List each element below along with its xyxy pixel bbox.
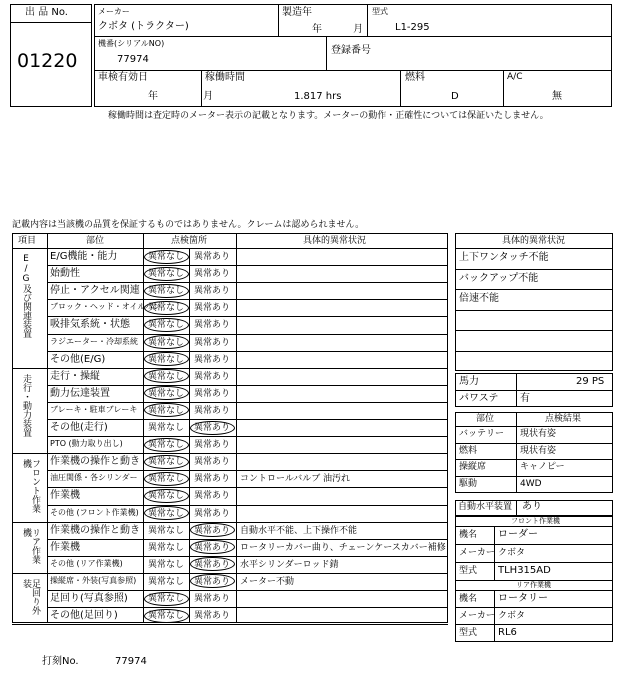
spec-row-value: 4WD xyxy=(520,479,542,490)
abnormal-option: 異常あり xyxy=(194,320,231,331)
abnormal-mark xyxy=(190,421,235,435)
row-divider xyxy=(47,351,448,352)
row-divider xyxy=(47,265,448,266)
part-label: ブレーキ・駐車ブレーキ xyxy=(50,404,138,414)
abnormal-option: 異常あり xyxy=(194,525,231,536)
disclaimer-text: 記載内容は当該機の品質を保証するものではありません。クレームは認められません。 xyxy=(12,220,365,230)
abnormal-row-divider xyxy=(455,351,613,352)
abnormal-row-divider xyxy=(455,310,613,311)
rear-implement-title: リア作業機 xyxy=(516,581,551,589)
spec-row-label: バッテリー xyxy=(459,429,505,439)
row-divider xyxy=(47,385,448,386)
row-divider xyxy=(47,607,448,608)
ac-label: A/C xyxy=(507,72,523,82)
normal-mark xyxy=(144,592,189,606)
fuel-label: 燃料 xyxy=(405,72,425,83)
spec-row-value: 現状有姿 xyxy=(520,429,557,439)
row-divider xyxy=(47,505,448,506)
abnormal-option: 異常あり xyxy=(194,491,231,502)
group-label: 走行・動力装置 xyxy=(21,373,31,437)
part-label: 動力伝達装置 xyxy=(50,387,110,399)
group-label: E/G及び関連装置 xyxy=(21,254,31,338)
model-value: L1-295 xyxy=(395,22,430,33)
abnormal-option: 異常あり xyxy=(194,594,231,604)
part-label: その他 (リア作業機) xyxy=(50,558,123,568)
group-label: リア作業機 xyxy=(21,527,40,564)
detail-text: 水平シリンダーロッド錆 xyxy=(240,559,339,570)
normal-mark xyxy=(144,335,189,349)
normal-option: 異常なし xyxy=(148,252,185,262)
abnormal-row-divider xyxy=(455,330,613,331)
spec-row-label: 駆動 xyxy=(459,479,478,490)
model-label: 型式 xyxy=(372,7,388,16)
normal-option: 異常なし xyxy=(148,371,185,382)
spec-row-divider xyxy=(455,459,613,460)
part-label: その他(足回り) xyxy=(50,610,118,622)
part-label: ラジエーター・冷却系統 xyxy=(50,336,138,346)
part-label: 油圧関係・各シリンダー xyxy=(50,473,138,483)
normal-option: 異常なし xyxy=(148,269,185,280)
lot-number: 01220 xyxy=(17,50,78,72)
abnormal-option: 異常あり xyxy=(194,474,231,485)
abnormal-option: 異常あり xyxy=(194,371,231,382)
hours-note: 稼働時間は査定時のメーター表示の記載となります。メーターの動作・正確性については保証いたしません。 xyxy=(108,111,549,121)
ac-value: 無 xyxy=(552,91,562,102)
normal-option: 異常なし xyxy=(148,611,185,622)
abnormal-item: 上下ワンタッチ不能 xyxy=(459,252,549,263)
part-label: 吸排気系統・状態 xyxy=(50,319,130,331)
row-divider xyxy=(47,487,448,488)
abnormal-option: 異常あり xyxy=(194,252,231,262)
normal-option: 異常なし xyxy=(148,423,185,433)
registration-label: 登録番号 xyxy=(331,45,371,56)
row-divider xyxy=(47,436,448,437)
row-divider xyxy=(47,299,448,300)
front-model-value: TLH315AD xyxy=(498,565,551,576)
part-label: 作業機の操作と動き xyxy=(50,456,140,468)
group-divider xyxy=(12,624,448,625)
hours-value: 1.817 hrs xyxy=(294,91,342,102)
abnormal-option: 異常あり xyxy=(194,303,231,314)
front-implement-title: フロント作業機 xyxy=(511,517,560,525)
normal-mark xyxy=(144,506,189,520)
normal-option: 異常なし xyxy=(148,474,185,485)
normal-mark xyxy=(144,267,189,281)
year-label: 製造年 xyxy=(282,7,312,18)
part-label: その他(走行) xyxy=(50,422,108,433)
normal-mark xyxy=(144,438,189,452)
group-divider xyxy=(12,368,448,369)
row-divider xyxy=(47,470,448,471)
group-divider xyxy=(12,453,448,454)
normal-option: 異常なし xyxy=(148,388,185,399)
part-label: 停止・アクセル関連 xyxy=(50,285,140,297)
normal-option: 異常なし xyxy=(148,286,185,297)
spec-row-value: 現状有姿 xyxy=(520,445,557,456)
spec-part-header: 部位 xyxy=(476,414,495,424)
part-label: E/G機能・能力 xyxy=(50,251,118,262)
abnormal-option: 異常あり xyxy=(194,269,231,280)
rear-name-label: 機名 xyxy=(459,594,478,604)
detail-text: 自動水平不能、上下操作不能 xyxy=(240,525,358,536)
col-check-header: 点検箇所 xyxy=(171,236,208,246)
abnormal-option: 異常あり xyxy=(194,388,231,399)
rear-name-value: ロータリー xyxy=(498,593,548,604)
inspection-label: 車検有効日 xyxy=(98,72,148,83)
abnormal-option: 異常あり xyxy=(194,337,231,348)
part-label: 走行・操縦 xyxy=(50,370,100,382)
front-maker-value: クボタ xyxy=(498,548,526,558)
serial-label: 機番(シリアルNO) xyxy=(98,39,165,48)
abnormal-item: バックアップ不能 xyxy=(459,272,539,284)
rear-model-label: 型式 xyxy=(459,628,478,638)
normal-mark xyxy=(144,455,189,469)
abnormal-option: 異常あり xyxy=(194,576,231,587)
normal-option: 異常なし xyxy=(148,440,185,451)
year-value: 年 月 xyxy=(312,24,364,35)
stamp-label: 打刻No. xyxy=(42,656,79,667)
abnormal-option: 異常あり xyxy=(194,440,231,451)
abnormal-option: 異常あり xyxy=(194,423,231,433)
part-label: ブロック・ヘッド・オイルパン xyxy=(50,302,161,312)
part-label: 作業機の操作と動き xyxy=(50,524,140,536)
rear-maker-value: クボタ xyxy=(498,611,526,621)
part-label: 作業機 xyxy=(50,541,80,553)
spec-row-divider xyxy=(455,476,613,477)
abnormal-option: 異常あり xyxy=(194,405,231,416)
power-steering-label: パワステ xyxy=(459,393,499,404)
abnormal-option: 異常あり xyxy=(194,508,231,519)
normal-mark xyxy=(144,250,189,264)
group-divider xyxy=(12,522,448,523)
power-steering-value: 有 xyxy=(520,393,530,404)
detail-text: コントロールバルブ 油汚れ xyxy=(240,474,351,485)
group-label: 足回り外装 xyxy=(21,578,40,615)
abnormal-option: 異常あり xyxy=(194,611,231,622)
col-detail-header: 具体的異常状況 xyxy=(303,236,367,246)
normal-option: 異常なし xyxy=(148,303,185,314)
maker-value: クボタ (トラクター) xyxy=(98,21,189,32)
serial-value: 77974 xyxy=(117,54,149,65)
abnormal-option: 異常あり xyxy=(194,457,231,468)
normal-option: 異常なし xyxy=(148,542,185,553)
abnormal-item: 倍速不能 xyxy=(459,293,499,304)
row-divider xyxy=(47,539,448,540)
normal-mark xyxy=(144,301,189,315)
front-name-label: 機名 xyxy=(459,530,478,540)
normal-option: 異常なし xyxy=(148,508,185,519)
front-model-label: 型式 xyxy=(459,566,478,576)
spec-row-label: 操縦席 xyxy=(459,462,487,473)
abnormal-row-divider xyxy=(455,289,613,290)
horsepower-label: 馬力 xyxy=(459,376,479,387)
stamp-value: 77974 xyxy=(115,656,147,667)
abnormal-option: 異常あり xyxy=(194,542,231,553)
normal-mark xyxy=(144,489,189,503)
normal-option: 異常なし xyxy=(148,457,185,468)
spec-row-label: 燃料 xyxy=(459,445,478,456)
row-divider xyxy=(47,282,448,283)
row-divider xyxy=(47,556,448,557)
horsepower-value: 29 PS xyxy=(576,376,605,387)
spec-row-value: キャノピー xyxy=(520,462,565,473)
lot-number-label: 出 品 No. xyxy=(25,7,68,18)
part-label: 足回り(写真参照) xyxy=(50,593,128,604)
part-label: 操縦席・外装(写真参照) xyxy=(50,575,137,585)
normal-option: 異常なし xyxy=(148,559,185,570)
row-divider xyxy=(47,590,448,591)
abnormal-row-divider xyxy=(455,269,613,270)
inspection-value: 年 月 xyxy=(148,91,214,102)
front-maker-label: メーカー xyxy=(459,548,495,558)
part-label: PTO (動力取り出し) xyxy=(50,439,123,449)
front-name-value: ローダー xyxy=(498,529,538,540)
spec-row-divider xyxy=(455,426,613,427)
normal-option: 異常なし xyxy=(148,405,185,416)
row-divider xyxy=(47,316,448,317)
spec-row-divider xyxy=(455,443,613,444)
row-divider xyxy=(47,419,448,420)
part-label: その他 (フロント作業機) xyxy=(50,507,139,517)
col-part-header: 部位 xyxy=(86,236,105,246)
abnormal-option: 異常あり xyxy=(194,559,231,570)
abnormal-option: 異常あり xyxy=(194,286,231,297)
group-divider xyxy=(12,573,448,574)
abnormal-panel-title: 具体的異常状況 xyxy=(502,236,566,246)
row-divider xyxy=(47,334,448,335)
part-label: 作業機 xyxy=(50,490,80,502)
normal-option: 異常なし xyxy=(148,525,185,536)
part-label: その他(E/G) xyxy=(50,353,106,365)
rear-maker-label: メーカー xyxy=(459,611,495,621)
normal-mark xyxy=(144,609,189,623)
auto-level-value: あり xyxy=(522,501,542,512)
group-label: フロント作業機 xyxy=(21,459,40,514)
normal-mark xyxy=(144,318,189,332)
normal-option: 異常なし xyxy=(148,491,185,502)
fuel-value: D xyxy=(451,91,459,102)
normal-mark xyxy=(144,472,189,486)
normal-option: 異常なし xyxy=(148,576,185,587)
abnormal-option: 異常あり xyxy=(194,354,231,365)
hours-label: 稼働時間 xyxy=(205,72,245,83)
detail-text: メーター不動 xyxy=(240,576,295,587)
normal-mark xyxy=(144,284,189,298)
row-divider xyxy=(47,402,448,403)
normal-option: 異常なし xyxy=(148,337,185,348)
auto-level-label: 自動水平装置 xyxy=(458,502,513,512)
part-label: 始動性 xyxy=(50,268,80,280)
normal-option: 異常なし xyxy=(148,594,185,604)
detail-text: ロータリーカバー曲り、チェーンケースカバー補修 xyxy=(240,542,446,553)
spec-result-header: 点検結果 xyxy=(545,414,582,424)
rear-model-value: RL6 xyxy=(498,627,517,638)
normal-option: 異常なし xyxy=(148,320,185,331)
col-item-header: 項目 xyxy=(18,236,37,246)
normal-option: 異常なし xyxy=(148,354,185,365)
maker-label: メーカー xyxy=(98,7,130,16)
